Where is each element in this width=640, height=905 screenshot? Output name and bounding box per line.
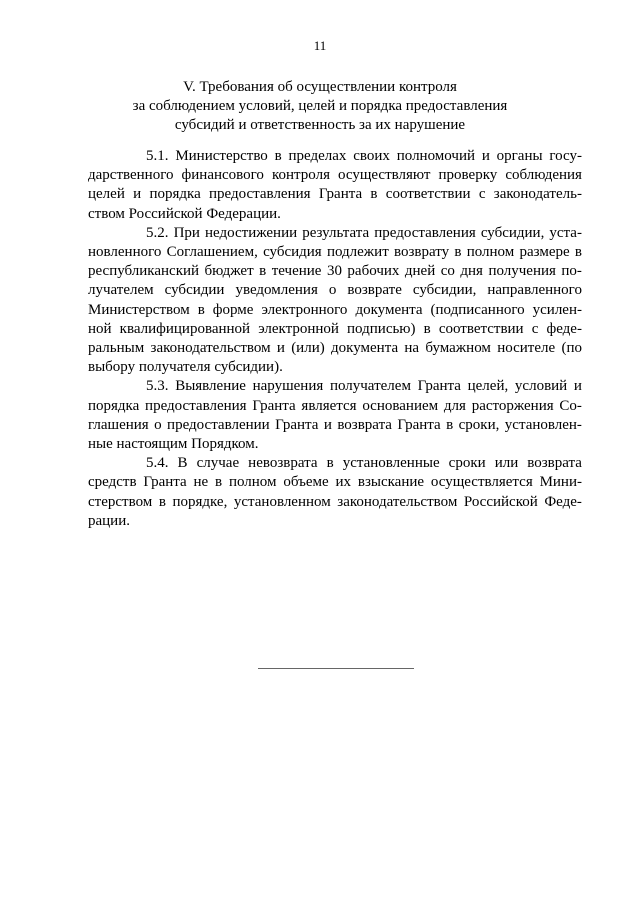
paragraph-line: Министерством в форме электронного документа (подписанного усилен-: [88, 301, 582, 318]
paragraph-2: [88, 224, 582, 378]
paragraph-line: ральным законодательством и (или) документа на бумажном носителе (по: [88, 340, 582, 357]
heading-line: за соблюдением условий, целей и порядка предоставления: [132, 98, 508, 114]
section-heading: [110, 78, 530, 135]
paragraph-line: целей и порядка предоставления Гранта в соответствии с законодатель-: [88, 186, 582, 203]
paragraph-line: 5.2. При недостижении результата предоставления субсидии, уста-: [146, 224, 582, 241]
paragraph-line: лучателем субсидии уведомления о возврате субсидии, направленного: [88, 282, 582, 299]
heading-line: субсидий и ответственность за их нарушение: [174, 117, 466, 133]
paragraph-line: выбору получателя субсидии).: [88, 359, 283, 376]
paragraph-3: [88, 377, 582, 454]
paragraph-line: республиканский бюджет в течение 30 рабочих дней со дня получения по-: [88, 263, 582, 280]
paragraph-line: 5.1. Министерство в пределах своих полномочий и органы госу-: [146, 148, 582, 164]
paragraph-line: средств Гранта не в полном объеме их взыскание осуществляется Мини-: [88, 474, 582, 491]
paragraph-line: глашения о предоставлении Гранта и возврата Гранта в сроки, установлен-: [88, 416, 582, 433]
page-number: 11: [313, 38, 327, 53]
paragraph-line: рации.: [88, 512, 130, 529]
paragraph-line: ством Российской Федерации.: [88, 205, 281, 222]
paragraph-line: ные настоящим Порядком.: [88, 436, 259, 453]
end-separator-line: [258, 668, 414, 669]
paragraph-line: стерством в порядке, установленном законодательством Российской Феде-: [88, 493, 582, 510]
paragraph-line: 5.3. Выявление нарушения получателем Гранта целей, условий и: [146, 378, 582, 395]
paragraph-line: дарственного финансового контроля осуществляют проверку соблюдения: [88, 167, 582, 184]
body-text: [88, 147, 582, 531]
paragraph-1: [88, 147, 582, 224]
paragraph-line: новленного Соглашением, субсидия подлежит возврату в полном размере в: [88, 244, 582, 261]
paragraph-4: [88, 454, 582, 531]
paragraph-line: ной квалифицированной электронной подписью) в соответствии с феде-: [88, 320, 582, 337]
heading-line: V. Требования об осуществлении контроля: [183, 79, 457, 95]
paragraph-line: 5.4. В случае невозврата в установленные сроки или возврата: [146, 455, 582, 472]
paragraph-line: порядка предоставления Гранта является основанием для расторжения Со-: [88, 397, 582, 414]
